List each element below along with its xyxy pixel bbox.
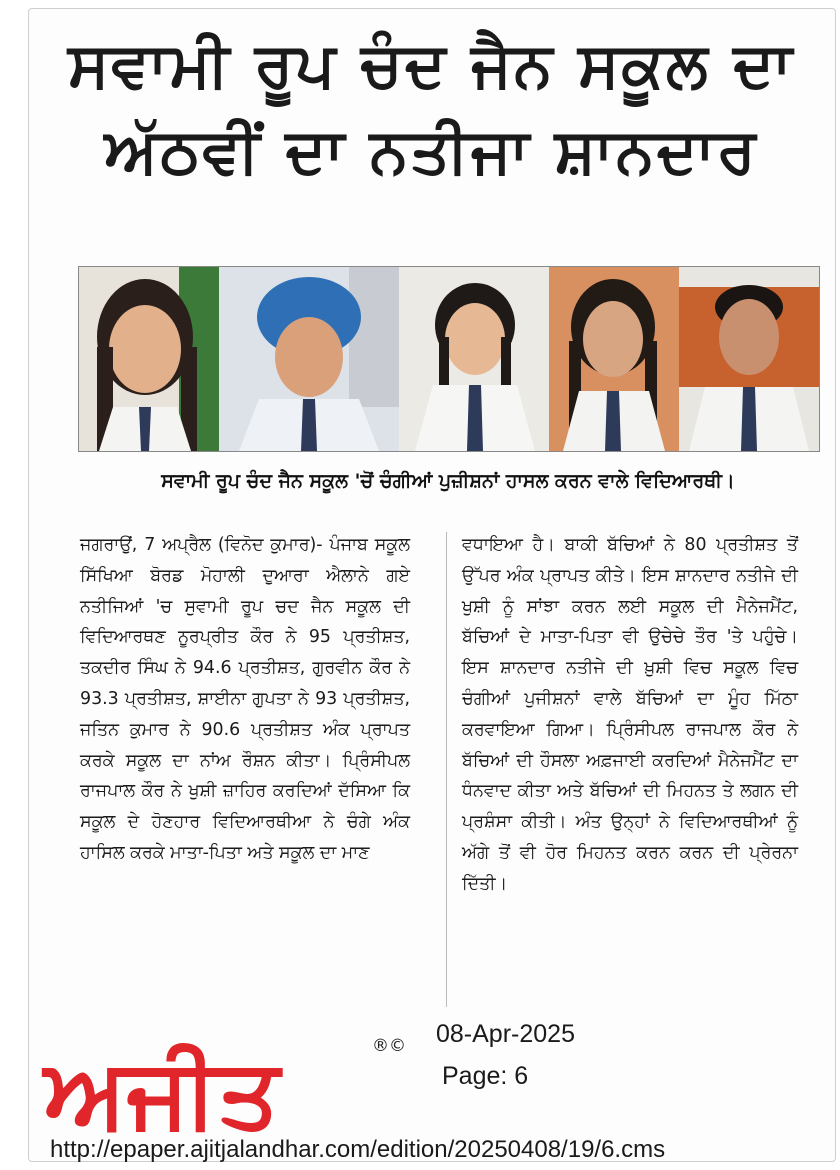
student-photo-1 [79, 267, 219, 451]
student-photo-2 [219, 267, 399, 451]
student-photo-3 [399, 267, 549, 451]
student-photo-5 [679, 267, 819, 451]
logo-text: ਅਜੀਤ [44, 1040, 280, 1142]
student-photo-4 [549, 267, 679, 451]
headline [36, 22, 826, 194]
article-body-right-column: ਵਧਾਇਆ ਹੈ। ਬਾਕੀ ਬੱਚਿਆਂ ਨੇ 80 ਪ੍ਰਤੀਸ਼ਤ ਤੋਂ ਉੱਪਰ ਅੰਕ ਪ੍ਰਾਪਤ ਕੀਤੇ। ਇਸ ਸ਼ਾਨਦਾਰ ਨਤੀਜੇ ਦੀ ਖੁਸ਼ੀ ਨੂੰ ਸਾਂਝਾ ਕਰਨ ਲਈ ਸਕੂਲ ਦੀ ਮੈਨੇਜਮੈਂਟ, ਬੱਚਿਆਂ ਦੇ ਮਾਤਾ-ਪਿਤਾ ਵੀ ਉਚੇਚੇ ਤੌਰ 'ਤੇ ਪਹੁੰਚੇ। ਇਸ ਸ਼ਾਨਦਾਰ ਨਤੀਜੇ ਦੀ ਖ਼ੁਸ਼ੀ ਵਿਚ ਸਕੂਲ ਵਿਚ ਚੰਗੀਆਂ ਪੁਜੀਸ਼ਨਾਂ ਵਾਲੇ ਬੱਚਿਆਂ ਦਾ ਮੂੰਹ ਮਿੱਠਾ ਕਰਵਾਇਆ ਗਿਆ। ਪ੍ਰਿੰਸੀਪਲ ਰਾਜਪਾਲ ਕੌਰ ਨੇ ਬੱਚਿਆਂ ਦੀ ਹੌਸਲਾ ਅਫ਼ਜਾਈ ਕਰਦਿਆਂ ਮੈਨੇਜਮੈਂਟ ਦਾ ਧੰਨਵਾਦ ਕੀਤਾ ਅਤੇ ਬੱਚਿਆਂ ਦੀ ਮਿਹਨਤ ਤੇ ਲਗਨ ਦੀ ਪ੍ਰਸ਼ੰਸਾ ਕੀਤੀ। ਅੰਤ ਉਨ੍ਹਾਂ ਨੇ ਵਿਦਿਆਰਥੀਆਂ ਨੂੰ ਅੱਗੇ ਤੋਂ ਵੀ ਹੋਰ ਮਿਹਨਤ ਕਰਨ ਕਰਨ ਦੀ ਪ੍ਰੇਰਨਾ ਦਿੱਤੀ। [462, 535, 798, 894]
edition-date: 08-Apr-2025 [436, 1020, 575, 1048]
headline-line-1: ਸਵਾਮੀ ਰੂਪ ਚੰਦ ਜੈਨ ਸਕੂਲ ਦਾ [68, 28, 794, 101]
registered-mark: ®© [372, 1036, 406, 1056]
headline-line-2: ਅੱਠਵੀਂ ਦਾ ਨਤੀਜਾ ਸ਼ਾਨਦਾਰ [104, 114, 758, 187]
photo-caption: ਸਵਾਮੀ ਰੂਪ ਚੰਦ ਜੈਨ ਸਕੂਲ 'ਚੋਂ ਚੰਗੀਆਂ ਪੁਜ਼ੀਸ਼ਨਾਂ ਹਾਸਲ ਕਰਨ ਵਾਲੇ ਵਿਦਿਆਰਥੀ। [161, 470, 735, 492]
ajit-logo [40, 1040, 420, 1142]
article-body-left-column: ਜਗਰਾਉਂ, 7 ਅਪ੍ਰੈਲ (ਵਿਨੋਦ ਕੁਮਾਰ)- ਪੰਜਾਬ ਸਕੂਲ ਸਿੱਖਿਆ ਬੋਰਡ ਮੋਹਾਲੀ ਦੁਆਰਾ ਐਲਾਨੇ ਗਏ ਨਤੀਜਿਆਂ 'ਚ ਸੁਵਾਮੀ ਰੂਪ ਚਦ ਜੈਨ ਸਕੂਲ ਦੀ ਵਿਦਿਆਰਥਣ ਨੂਰਪ੍ਰੀਤ ਕੌਰ ਨੇ 95 ਪ੍ਰਤੀਸ਼ਤ, ਤਕਦੀਰ ਸਿੰਘ ਨੇ 94.6 ਪ੍ਰਤੀਸ਼ਤ, ਗੁਰਵੀਨ ਕੌਰ ਨੇ 93.3 ਪ੍ਰਤੀਸ਼ਤ, ਸ਼ਾਈਨਾ ਗੁਪਤਾ ਨੇ 93 ਪ੍ਰਤੀਸ਼ਤ, ਜਤਿਨ ਕੁਮਾਰ ਨੇ 90.6 ਪ੍ਰਤੀਸ਼ਤ ਅੰਕ ਪ੍ਰਾਪਤ ਕਰਕੇ ਸਕੂਲ ਦਾ ਨਾਂਅ ਰੌਸ਼ਨ ਕੀਤਾ। ਪ੍ਰਿੰਸੀਪਲ ਰਾਜਪਾਲ ਕੌਰ ਨੇ ਖੁਸ਼ੀ ਜ਼ਾਹਿਰ ਕਰਦਿਆਂ ਦੱਸਿਆ ਕਿ ਸਕੂਲ ਦੇ ਹੋਣਹਾਰ ਵਿਦਿਆਰਥੀਆ ਨੇ ਚੰਗੇ ਅੰਕ ਹਾਸਿਲ ਕਰਕੇ ਮਾਤਾ-ਪਿਤਾ ਅਤੇ ਸਕੂਲ ਦਾ ਮਾਣ [80, 535, 410, 863]
student-photo-strip [78, 266, 820, 452]
column-divider [446, 532, 447, 1007]
edition-url[interactable]: http://epaper.ajitjalandhar.com/edition/20250408/19/6.cms [50, 1136, 666, 1163]
edition-page: Page: 6 [442, 1062, 529, 1090]
